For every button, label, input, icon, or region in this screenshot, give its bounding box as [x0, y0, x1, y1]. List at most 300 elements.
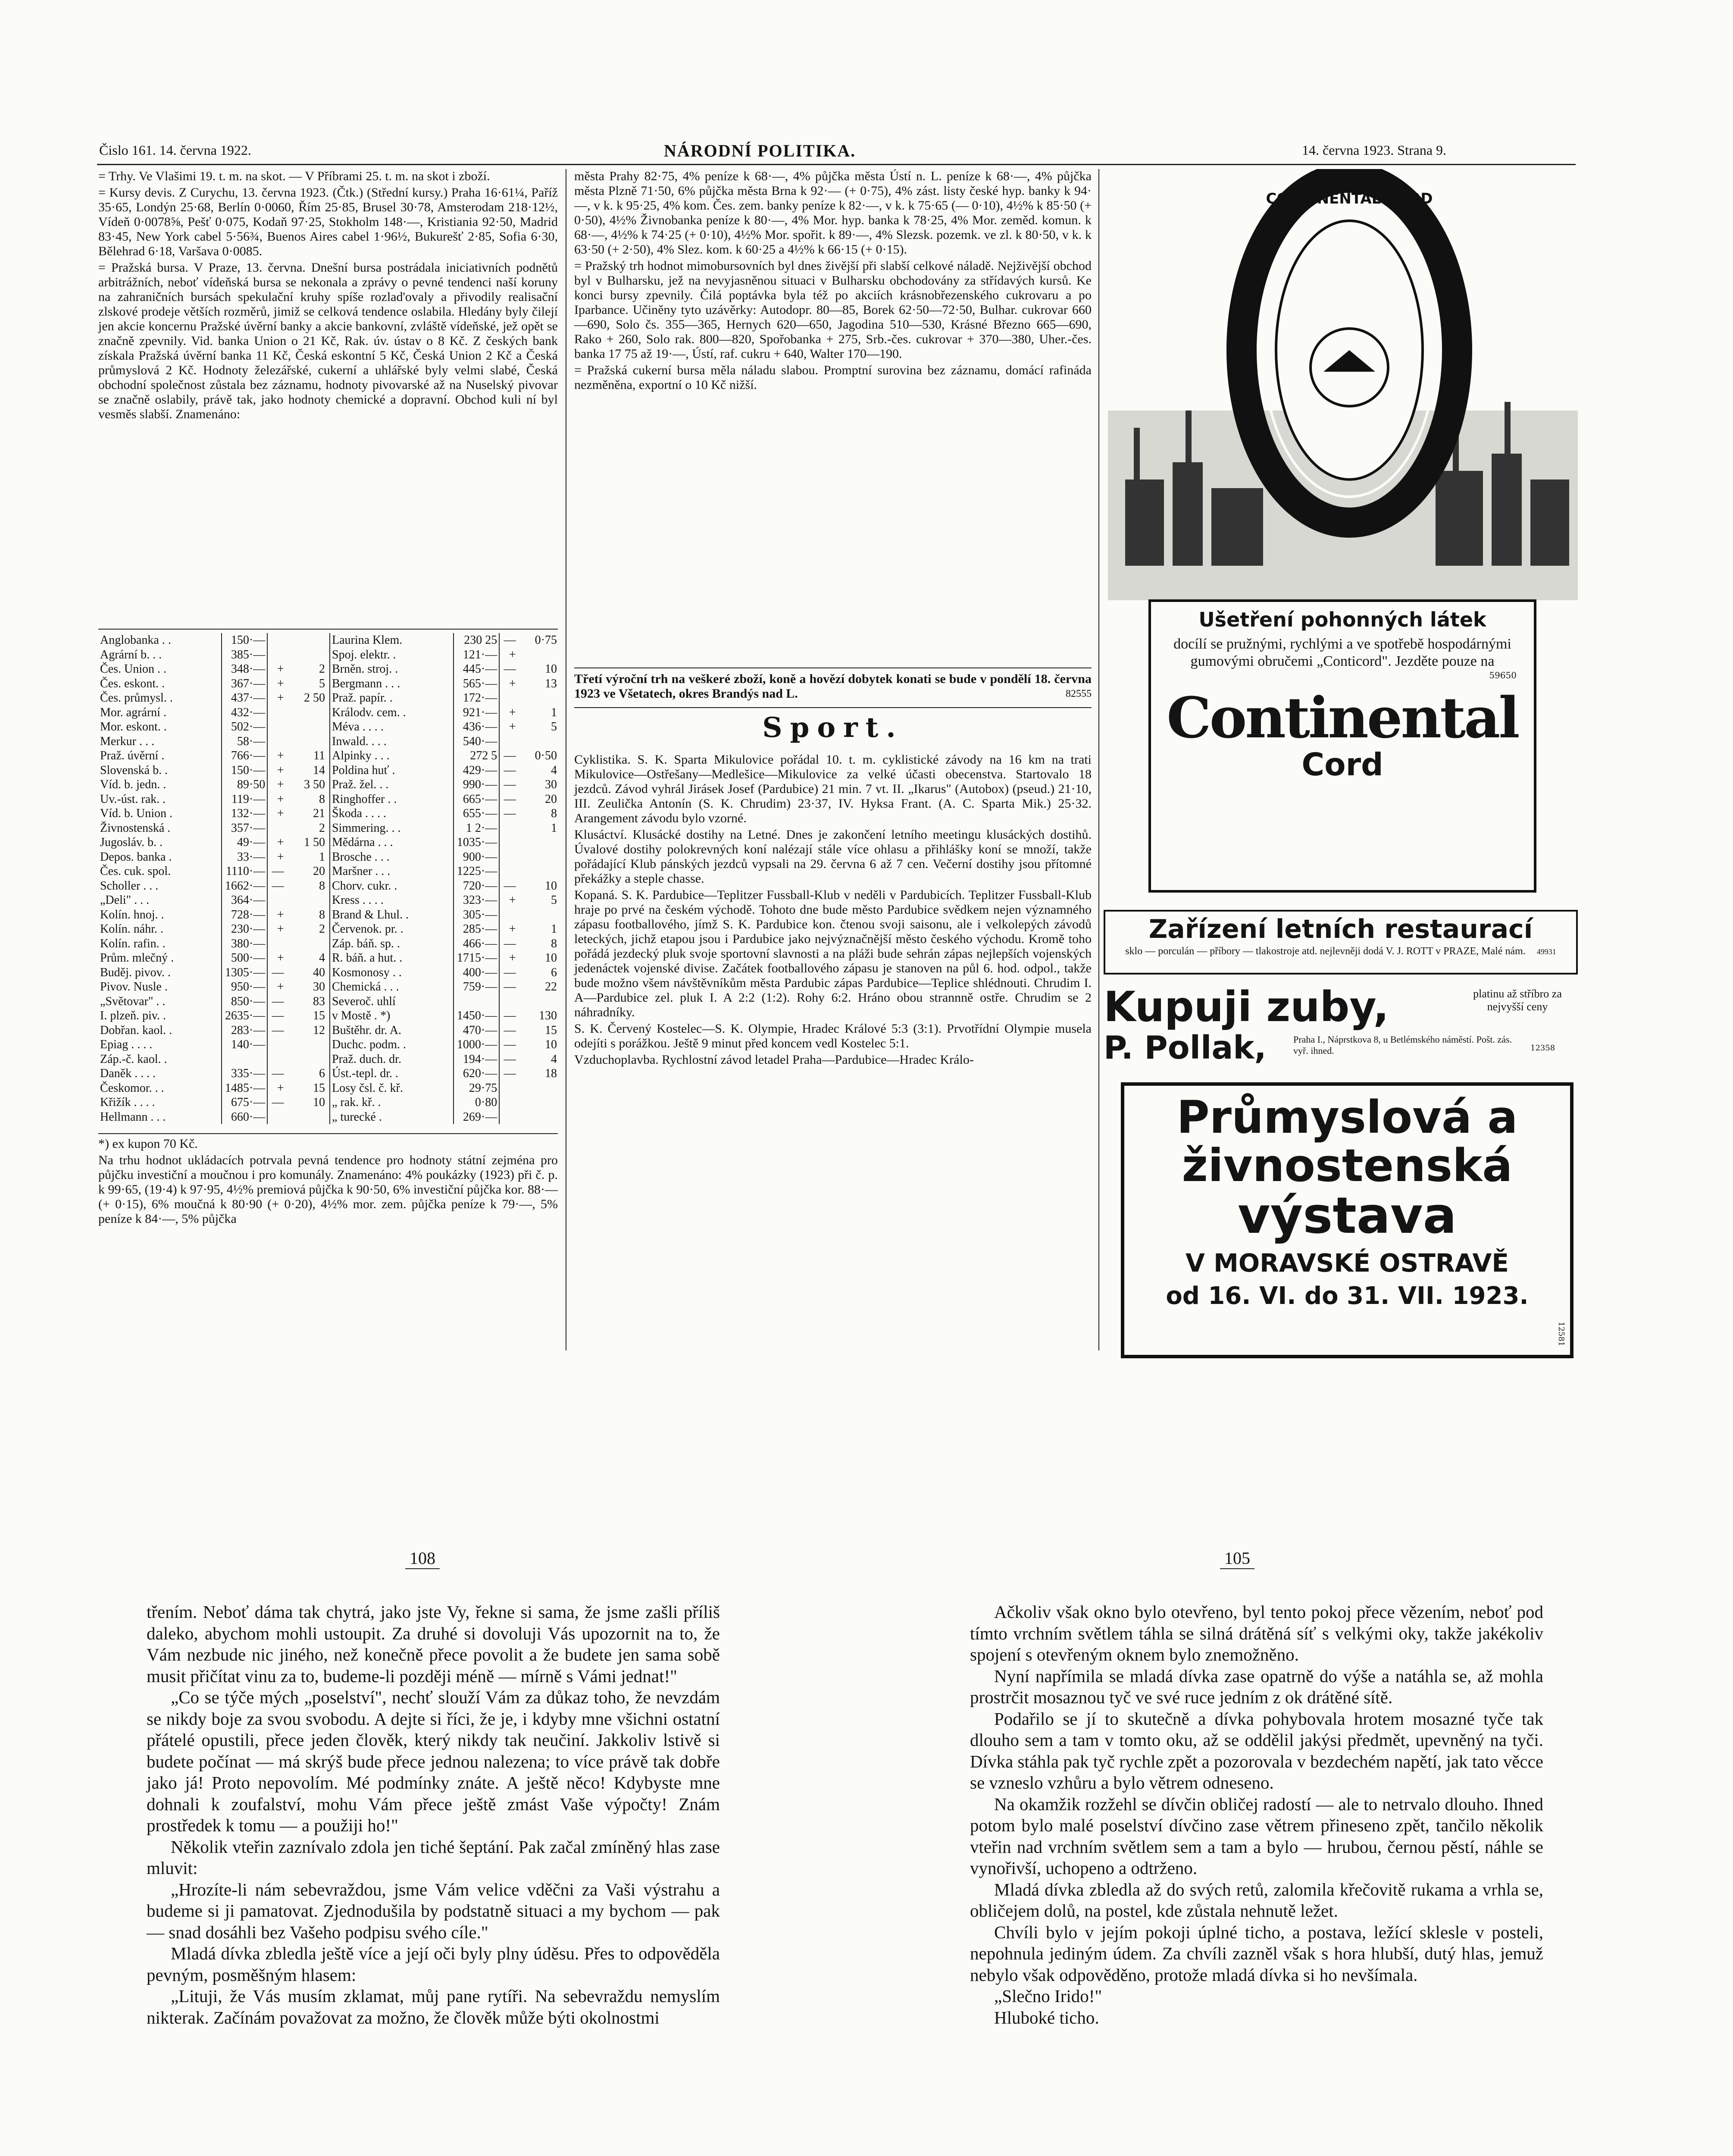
stock-table-right	[329, 633, 559, 1124]
stock-sign: +	[267, 951, 285, 965]
ad3-name: P. Pollak,	[1104, 1029, 1267, 1066]
stock-row	[98, 648, 327, 662]
stock-row	[330, 821, 559, 836]
stock-price: 269·—	[454, 1110, 499, 1125]
stock-sign	[499, 864, 517, 879]
stock-name: Prům. mlečný .	[100, 951, 174, 965]
header-rule	[97, 164, 1576, 165]
stock-row	[330, 677, 559, 691]
stock-sign: —	[499, 1052, 517, 1067]
stock-price: 850·—	[222, 994, 267, 1009]
stock-price: 445·—	[454, 662, 499, 677]
stock-sign: —	[499, 763, 517, 778]
stock-row	[98, 734, 327, 749]
ad2-body-text: sklo — porculán — příbory — tlakostroje atd. nejlevněji dodá V. J. ROTT v PRAZE, Malé nám.	[1125, 946, 1526, 957]
stock-row	[330, 1081, 559, 1096]
stock-change: 10	[545, 662, 557, 676]
stock-change: 4	[551, 1052, 557, 1066]
stock-sign: —	[499, 749, 517, 763]
stock-name: Kolín. hnoj. .	[100, 908, 164, 921]
stock-row	[98, 1009, 327, 1023]
stock-change: 8	[319, 792, 325, 806]
stock-change: 83	[313, 994, 325, 1008]
fair-notice-text: Třetí výroční trh na veškeré zboží, koně a hovězí dobytek konati se bude v pondělí 18. června 1923 ve Všetatech, okres Brandýs nad L.	[574, 672, 1092, 701]
stock-price: 1225·—	[454, 864, 499, 879]
stock-sign	[499, 994, 517, 1009]
stock-name: Inwald. . . .	[332, 734, 387, 748]
stock-row	[98, 777, 327, 792]
stock-row	[98, 893, 327, 908]
stock-name: Depos. banka .	[100, 850, 172, 864]
stock-price: 49·—	[222, 835, 267, 850]
stock-price: 1 2·—	[454, 821, 499, 836]
currency-rates-paragraph: = Kursy devis. Z Curychu, 13. června 1923. (Čtk.) (Střední kursy.) Praha 16·61¼, Paříž 35·65, Londýn 25·68, Berlín 0·0060, Řím 25·85, Brusel 30·78, Amsterodam 218·12½, Vídeň 0·0078⅝, Pešť 0·075, Kodaň 97·25, Stokholm 148·—, Kristiania 92·50, Madrid 83·45, New York cabel 5·56¾, Buenos Aires cabel 1·96½, Bukurešť 2·85, Sofia 6·30, Bělehrad 6·18, Varšava 0·0085.	[98, 185, 558, 258]
stock-row	[330, 937, 559, 951]
masthead-title: NÁRODNÍ POLITIKA.	[664, 141, 856, 160]
story-left-paragraph: třením. Neboť dáma tak chytrá, jako jste Vy, řekne si sama, že jsme zašli příliš daleko, abychom mohli ustoupit. Za druhé si dovoluji Vás upozornit na to, že Vám nezbude nic jiného, než konečně přece povolit a že budete jen sama sobě musit přičítat vinu za to, budeme-li později méně — mírně s Vámi jednat!"	[147, 1602, 720, 1686]
stock-price: 172·—	[454, 691, 499, 705]
stock-sign	[267, 734, 285, 749]
table-footnote: *) ex kupon 70 Kč.	[98, 1137, 198, 1151]
stock-table	[98, 633, 558, 1129]
stock-row	[330, 648, 559, 662]
stock-price: 29·75	[454, 1081, 499, 1096]
ad2-title: Zařízení letních restaurací	[1148, 914, 1533, 944]
stock-row	[330, 806, 559, 821]
story-left-paragraph: Mladá dívka zbledla ještě více a její oči byly plny úděsu. Přes to odpověděla pevným, posměšným hlasem:	[147, 1943, 720, 1985]
stock-row	[330, 1095, 559, 1110]
stock-name: Mor. agrární .	[100, 705, 166, 719]
ad4-code: 12581	[1557, 1321, 1566, 1346]
stock-row	[98, 965, 327, 980]
stock-row	[330, 662, 559, 677]
stock-price: 121·—	[454, 648, 499, 662]
stock-name: v Mostě . *)	[332, 1009, 391, 1022]
stock-price: 720·—	[454, 879, 499, 893]
stock-sign: +	[267, 850, 285, 865]
stock-price: 921·—	[454, 705, 499, 720]
stock-name: Brosche . . .	[332, 850, 390, 864]
stock-change: 10	[545, 1038, 557, 1051]
stock-change: 5	[551, 893, 557, 907]
stock-name: Kolín. rafin. .	[100, 937, 166, 950]
stock-change	[518, 864, 559, 879]
stock-sign	[267, 821, 285, 836]
stock-price: 665·—	[454, 792, 499, 807]
stock-sign: —	[499, 937, 517, 951]
table-bottom-rule	[98, 1133, 558, 1134]
stock-sign	[499, 835, 517, 850]
stock-price: 502·—	[222, 720, 267, 734]
stock-change: 22	[545, 980, 557, 993]
stock-name: I. plzeň. piv. .	[100, 1009, 166, 1022]
stock-row	[98, 994, 327, 1009]
stock-row	[98, 850, 327, 865]
stock-name: Losy čsl. č. kř.	[332, 1081, 403, 1095]
stock-change: 0·75	[535, 633, 557, 647]
stock-sign: +	[267, 980, 285, 994]
stock-price: 436·—	[454, 720, 499, 734]
stock-row	[330, 763, 559, 778]
stock-change	[286, 648, 327, 662]
stock-row	[98, 980, 327, 994]
column-1-after	[98, 1137, 558, 1228]
stock-sign	[499, 821, 517, 836]
stock-row	[330, 1066, 559, 1081]
ad1-brand: Continental	[1167, 685, 1518, 751]
stock-sign: +	[499, 648, 517, 662]
stock-name: „Deli" . . .	[100, 893, 150, 907]
stock-change	[518, 1110, 559, 1125]
stock-sign: —	[499, 965, 517, 980]
stock-sign: +	[499, 951, 517, 965]
stock-price: 230 25	[454, 633, 499, 648]
stock-sign: +	[267, 922, 285, 937]
stock-price: 119·—	[222, 792, 267, 807]
stock-sign	[499, 1095, 517, 1110]
ad3-addr: Praha I., Náprstkova 8, u Betlémského náměstí. Pošt. zás. vyř. ihned.	[1293, 1034, 1512, 1056]
stock-change: 4	[551, 763, 557, 777]
stock-change	[286, 633, 327, 648]
stock-name: Maršner . . .	[332, 865, 391, 878]
stock-price: 380·—	[222, 937, 267, 951]
stock-change: 11	[313, 749, 325, 762]
stock-name: R. báň. a hut. .	[332, 951, 403, 965]
stock-change	[286, 705, 327, 720]
stock-price: 500·—	[222, 951, 267, 965]
stock-row	[98, 763, 327, 778]
stock-row	[330, 980, 559, 994]
stock-name: Praž. papír. .	[332, 691, 393, 705]
stock-sign	[499, 1081, 517, 1096]
stock-price: 150·—	[222, 763, 267, 778]
tire-illustration	[1108, 169, 1578, 600]
stock-name: Králodv. cem. .	[332, 705, 406, 719]
stock-row	[330, 965, 559, 980]
stock-change: 30	[313, 980, 325, 993]
stock-price: 305·—	[454, 908, 499, 922]
stock-change: 8	[551, 807, 557, 820]
stock-name: Kolín. náhr. .	[100, 922, 163, 936]
stock-price: 1450·—	[454, 1009, 499, 1023]
stock-sign: —	[499, 1023, 517, 1038]
story-right-paragraph: Mladá dívka zbledla až do svých retů, zalomila křečovitě rukama a vrhla se, obličejem dolů, na postel, kde zůstala nehnutě ležet.	[970, 1879, 1543, 1921]
stock-name: „ turecké .	[332, 1110, 382, 1124]
stock-name: Škoda . . . .	[332, 807, 386, 820]
stock-price: 194·—	[454, 1052, 499, 1067]
column-2	[574, 169, 1092, 394]
otc-market-paragraph: = Pražský trh hodnot mimobursovních byl dnes živější při slabší celkové náladě. Nejživější obchod byl v Bulharsku, jež na nevyjasněnou situaci v Bulharsku obchodovány za střídavých kursů. Ke konci bursy zpevnily. Čilá poptávka byla též po akciích krásnobřezenského cukrovaru a po Iparbance. Učiněny tyto uzávěrky: Autodopr. 80—85, Borek 62·50—72·50, Bulhar. cukrovar 660—690, Solo čs. 355—365, Hernych 620—650, Jagodina 510—530, Krásné Březno 665—690, Rako + 260, Solo rak. 800—820, Spořobanka + 275, Srb.-čes. cukrovar + 370—380, Uher.-čes. banka 17 75 až 19·—, Ústí, raf. cukru + 640, Walter 170—190.	[574, 259, 1092, 361]
stock-name: Scholler . . .	[100, 879, 159, 893]
story-right-paragraph: Podařilo se jí to skutečně a dívka pohybovala hrotem mosazné tyče tak dlouho sem a tam v tomto oku, až se oddělil jakýsi předmět, upevněný na tyči. Dívka stáhla pak tyč rychle zpět a pozorovala v bezdechém napětí, jak tato věcce se vzneslo vzhůru a bylo větrem odneseno.	[970, 1708, 1543, 1792]
stock-name: Záp. báň. sp. .	[332, 937, 400, 950]
bonds-paragraph: Na trhu hodnot ukládacích potrvala pevná tendence pro hodnoty státní zejména pro půjčku investiční a moučnou i pro komunály. Znamenáno: 4% poukázky (1923) při č. p. k 99·65, (19·4) k 97·95, 4½% premiová půjčka k 90·50, 6% investiční půjčka kor. 88·— (+ 0·15), 6% moučná k 80·90 (+ 0·20), 4½% mor. zem. půjčka peníze k 79·—, 5% peníze k 84·—, 5% půjčka	[98, 1153, 558, 1226]
stock-name: Epiag . . . .	[100, 1038, 153, 1051]
stock-price: 470·—	[454, 1023, 499, 1038]
story-right-paragraph: Chvíli bylo v jejím pokoji úplné ticho, a postava, ležící sklesle v posteli, nepohnula jediným údem. Za chvíli zazněl však s hora hlubší, dutý hlas, jemuž nebylo však odpověděno, protože mladá dívka si ho nevšímala.	[970, 1922, 1543, 1985]
stock-change: 6	[319, 1067, 325, 1080]
stock-sign	[267, 1110, 285, 1125]
stock-change: 2	[319, 662, 325, 676]
stock-price: 150·—	[222, 633, 267, 648]
stock-change: 40	[313, 965, 325, 979]
story-right-paragraph: Ačkoliv však okno bylo otevřeno, byl tento pokoj přece vězením, neboť pod tímto vrchním světlem táhla se silná drátěná síť s velkými oky, takže jakékoliv spojení s otevřeným oknem bylo znemožněno.	[970, 1602, 1543, 1664]
stock-row	[330, 908, 559, 922]
stock-row	[330, 720, 559, 734]
stock-change	[518, 691, 559, 705]
ad3-code: 12358	[1530, 1044, 1555, 1053]
stock-change	[518, 734, 559, 749]
fair-notice	[574, 672, 1092, 701]
stock-change	[518, 835, 559, 850]
stock-row	[98, 908, 327, 922]
stock-change: 2	[319, 821, 325, 835]
stock-sign: +	[267, 763, 285, 778]
stock-row	[330, 893, 559, 908]
stock-name: Živnostenská .	[100, 821, 171, 835]
stock-name: Buděj. pivov. .	[100, 965, 171, 979]
stock-price: 1035·—	[454, 835, 499, 850]
stock-price	[454, 994, 499, 1009]
column-1	[98, 169, 558, 423]
stock-price: 990·—	[454, 777, 499, 792]
stock-change: 1	[319, 850, 325, 864]
stock-row	[98, 677, 327, 691]
stock-change: 5	[551, 720, 557, 733]
stock-name: Agrární b. . .	[100, 648, 162, 661]
stock-price: 364·—	[222, 893, 267, 908]
stock-name: Hellmann . . .	[100, 1110, 166, 1124]
stock-sign: —	[267, 994, 285, 1009]
stock-row	[98, 1023, 327, 1038]
stock-price: 759·—	[454, 980, 499, 994]
stock-name: Uv.-úst. rak. .	[100, 792, 166, 806]
stock-sign: —	[267, 1095, 285, 1110]
stock-sign: —	[499, 777, 517, 792]
stock-sign: —	[499, 806, 517, 821]
stock-price: 766·—	[222, 749, 267, 763]
stock-name: Chemická . . .	[332, 980, 399, 993]
header-date-right: 14. června 1923. Strana 9.	[1302, 142, 1447, 158]
stock-row	[330, 922, 559, 937]
stock-change: 8	[319, 908, 325, 921]
stock-change: 18	[545, 1067, 557, 1080]
stock-price: 432·—	[222, 705, 267, 720]
stock-change	[286, 1110, 327, 1125]
ad3-right: platinu až stříbro za nejvyšší ceny	[1473, 987, 1562, 1013]
stock-change	[286, 1052, 327, 1067]
stock-sign: —	[499, 1037, 517, 1052]
stock-price: 323·—	[454, 893, 499, 908]
fair-notice-code: 82555	[1066, 688, 1092, 699]
prague-exchange-paragraph: = Pražská bursa. V Praze, 13. června. Dnešní bursa postrádala iniciativních podnětů arbitrážních, neboť vídeňská bursa se nekonala a zprávy o pevné tendenci naší koruny na zahraničních bursách spekulační kruhy spíše rozlad'ovaly a přivodily realisační zlskové prodeje větších rozměrů, jimiž se celková tendence oslabila. Hledány byly čilejí jen akcie koncernu Pražské úvěrní banky a akcie bankovní, zvláště vídeňské, jež opět se značně zpevnily. Vid. banka Union o 21 Kč, Rak. úv. ústav o 8 Kč. Z českých bank získala Pražská úvěrní banka 11 Kč, Česká eskontní 5 Kč, Česká Union 2 Kč a Česká průmyslová 2 Kč. Hodnoty železářské, cukerní a uhlářské byly velmi slabé, Česká obchodní společnost zůstala bez záznamu, hodnoty pivovarské až na Nuselský pivovar se značně oslabily, právě tak, jako hodnoty chemické a dopravní. Obchod kuli ní byl vesměs slabší. Znamenáno:	[98, 260, 558, 421]
stock-name: Jugosláv. b. .	[100, 836, 163, 849]
stock-price: 540·—	[454, 734, 499, 749]
markets-paragraph: = Trhy. Ve Vlašimi 19. t. m. na skot. — V Příbrami 25. t. m. na skot i zboží.	[98, 169, 490, 183]
stock-price: 335·—	[222, 1066, 267, 1081]
stock-name: Záp.-č. kaol. .	[100, 1052, 167, 1066]
stock-change	[286, 734, 327, 749]
stock-row	[98, 879, 327, 893]
stock-name: Víd. b. Union .	[100, 807, 172, 820]
football-paragraph-2: S. K. Červený Kostelec—S. K. Olympie, Hradec Králové 5:3 (3:1). Prvotřídní Olympie musela odejíti s porážkou. Ještě 9 minut před koncem vedl Kostelec 5:1.	[574, 1022, 1092, 1050]
exhibition-ad	[1121, 1082, 1573, 1358]
stock-change: 2	[319, 922, 325, 936]
stock-price: 385·—	[222, 648, 267, 662]
stock-name: „Světovar" . .	[100, 994, 166, 1008]
stock-change: 15	[313, 1081, 325, 1095]
stock-change	[518, 648, 559, 662]
stock-sign: +	[267, 908, 285, 922]
stock-sign: +	[499, 677, 517, 691]
bond-rates-paragraph: města Prahy 82·75, 4% peníze k 68·—, 4% půjčka města Ústí n. L. peníze k 68·—, 4% půjčka města Plzně 71·50, 6% půjčka města Brna k 92·— (+ 0·75), 4% zást. listy české hyp. banky k 94·—, v k. k 95·25, 4% kom. Čes. zem. banky peníze k 82·—, v k. k 75·65 (— 0·10), 4½% k 85·50 (+ 0·50), 4½% Živnobanka peníze k 80·—, 4% Mor. hyp. banka k 78·25, 4% Mor. zeměd. komun. k 68·—, 4½% k 74·25 (+ 0·10), 4½% Mor. spořit. k 89·—, 4% Slezsk. pozemk. ve zl. k 80·50, v k. k 63·50 (+ 2·50), 4% Slez. kom. k 60·25 a 4½% k 66·15 (+ 0·15).	[574, 169, 1092, 257]
stock-sign	[267, 633, 285, 648]
stock-change: 30	[545, 778, 557, 791]
stock-change: 2 50	[304, 691, 325, 705]
stock-name: Ringhoffer . .	[332, 792, 397, 806]
stock-row	[98, 835, 327, 850]
stock-sign: +	[267, 1081, 285, 1096]
stock-sign: +	[267, 792, 285, 807]
tire-text: CONTINENTAL CORD	[1266, 190, 1433, 207]
stock-row	[98, 1066, 327, 1081]
ad4-line2: živnostenská	[1182, 1139, 1513, 1192]
stock-price: 429·—	[454, 763, 499, 778]
stock-price: 132·—	[222, 806, 267, 821]
stock-price: 272 5	[454, 749, 499, 763]
stock-name: Spoj. elektr. .	[332, 648, 396, 661]
sport-heading: Sport.	[762, 711, 904, 744]
stock-name: Slovenská b. .	[100, 763, 168, 777]
stock-change	[518, 850, 559, 865]
stock-price: 900·—	[454, 850, 499, 865]
stock-price: 620·—	[454, 1066, 499, 1081]
story-right-paragraph: Na okamžik rozžehl se dívčin obličej radostí — ale to netrvalo dlouho. Ihned potom bylo malé poselství dívčino zase větrem přineseno zpět, tančilo několik vteřin nad vrchním světlem sem a tam a bylo — hrubou, černou pěstí, náhle se vynořivší, uchopeno a odtrženo.	[970, 1794, 1543, 1878]
stock-sign: +	[267, 662, 285, 677]
stock-row	[330, 1037, 559, 1052]
stock-sign	[499, 908, 517, 922]
story-right-page	[970, 1601, 1543, 2028]
story-left-paragraph: Několik vteřin zaznívalo zdola jen tiché šeptání. Pak začal zmíněný hlas zase mluvit:	[147, 1836, 720, 1878]
stock-sign: —	[499, 662, 517, 677]
stock-name: Simmering. . .	[332, 821, 401, 835]
restaurant-ad	[1104, 910, 1578, 975]
ad1-code: 59650	[1489, 670, 1517, 680]
stock-change	[286, 720, 327, 734]
stock-row	[98, 1081, 327, 1096]
stock-change: 8	[551, 937, 557, 950]
stock-name: Čes. Union . .	[100, 662, 166, 676]
stock-row	[330, 1009, 559, 1023]
stock-price: 285·—	[454, 922, 499, 937]
stock-price: 367·—	[222, 677, 267, 691]
stock-name: Brand & Lhul. .	[332, 908, 409, 921]
stock-row	[330, 1023, 559, 1038]
stock-price: 1662·—	[222, 879, 267, 893]
stock-change: 20	[545, 792, 557, 806]
stock-sign: +	[499, 720, 517, 734]
stock-table-right-grid	[330, 633, 559, 1124]
stock-price: 283·—	[222, 1023, 267, 1038]
stock-sign: +	[499, 893, 517, 908]
story-right-paragraph: „Slečno Irido!"	[994, 1986, 1102, 2006]
stock-change: 1 50	[304, 836, 325, 849]
stock-name: Praž. duch. dr.	[332, 1052, 401, 1066]
stock-sign: —	[267, 864, 285, 879]
stock-row	[98, 633, 327, 648]
stock-name: Červenok. pr. .	[332, 922, 404, 936]
notice-bottom-rule	[574, 707, 1092, 708]
stock-price: 58·—	[222, 734, 267, 749]
stock-table-left-grid	[98, 633, 327, 1124]
stock-row	[330, 633, 559, 648]
ad4-line3: výstava	[1238, 1187, 1457, 1245]
stock-row	[98, 1095, 327, 1110]
ad1-brand-cord: Cord	[1301, 746, 1383, 783]
stock-change: 10	[313, 1096, 325, 1109]
ad4-line1: Průmyslová a	[1176, 1091, 1518, 1144]
column-divider-2	[1098, 169, 1099, 1351]
stock-price: 1110·—	[222, 864, 267, 879]
stock-name: Brněn. stroj. .	[332, 662, 398, 676]
stock-row	[98, 864, 327, 879]
stock-sign	[267, 1037, 285, 1052]
ad2-body	[1114, 945, 1567, 958]
stock-change: 15	[313, 1009, 325, 1022]
stock-name: Českomor. . .	[100, 1081, 164, 1095]
stock-sign	[267, 1052, 285, 1067]
stock-sign: +	[267, 777, 285, 792]
stock-price: 0·80	[454, 1095, 499, 1110]
stock-sign: —	[499, 879, 517, 893]
stock-sign	[499, 691, 517, 705]
stock-change: 5	[319, 677, 325, 690]
ad3-big: Kupuji zuby,	[1104, 983, 1389, 1031]
stock-change	[518, 908, 559, 922]
stock-price: 466·—	[454, 937, 499, 951]
stock-row	[330, 792, 559, 807]
stock-price: 655·—	[454, 806, 499, 821]
stock-price: 348·—	[222, 662, 267, 677]
stock-price: 728·—	[222, 908, 267, 922]
stock-sign: —	[267, 879, 285, 893]
stock-price: 675·—	[222, 1095, 267, 1110]
stock-row	[98, 1110, 327, 1125]
stock-sign: —	[267, 1066, 285, 1081]
stock-sign	[267, 937, 285, 951]
story-page-number-right: 105	[1220, 1548, 1254, 1569]
ad4-line5: od 16. VI. do 31. VII. 1923.	[1166, 1282, 1529, 1310]
stock-sign: —	[267, 1023, 285, 1038]
stock-name: Kosmonosy . .	[332, 965, 402, 979]
stock-price: 565·—	[454, 677, 499, 691]
stock-sign: +	[267, 806, 285, 821]
header-date-left: Čislo 161. 14. června 1922.	[99, 142, 251, 158]
continental-tire-icon	[1108, 169, 1578, 600]
stock-sign	[267, 705, 285, 720]
stock-row	[98, 705, 327, 720]
stock-sign	[499, 734, 517, 749]
stock-row	[330, 994, 559, 1009]
stock-sign: +	[267, 749, 285, 763]
stock-row	[98, 806, 327, 821]
ad2-code: 49931	[1536, 947, 1556, 956]
stock-price	[222, 1052, 267, 1067]
stock-sign	[267, 648, 285, 662]
stock-row	[330, 691, 559, 705]
stock-row	[330, 705, 559, 720]
stock-sign: +	[499, 922, 517, 937]
